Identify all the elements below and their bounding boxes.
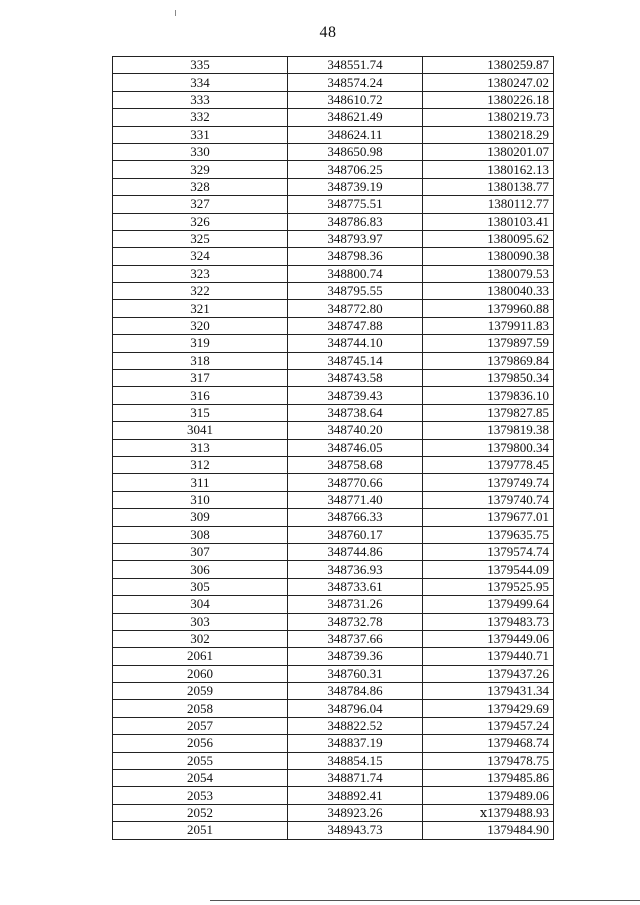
table-row	[113, 613, 554, 630]
y-coordinate-cell: 1379740.74	[423, 491, 554, 508]
y-coordinate-cell: 1379449.06	[423, 630, 554, 647]
table-row	[113, 578, 554, 595]
y-coordinate-cell: 1380247.02	[423, 74, 554, 91]
table-row	[113, 109, 554, 126]
table-row	[113, 752, 554, 769]
table-row	[113, 770, 554, 787]
point-number-cell: 324	[113, 248, 288, 265]
point-number-cell: 2055	[113, 752, 288, 769]
table-row	[113, 265, 554, 282]
x-coordinate-cell: 348574.24	[288, 74, 423, 91]
y-coordinate-cell: 1379827.85	[423, 404, 554, 421]
y-coordinate-cell: 1379468.74	[423, 735, 554, 752]
point-number-cell: 306	[113, 561, 288, 578]
point-number-cell: 320	[113, 317, 288, 334]
table-row	[113, 335, 554, 352]
table-row	[113, 370, 554, 387]
x-coordinate-cell: 348733.61	[288, 578, 423, 595]
x-coordinate-cell: 348739.19	[288, 178, 423, 195]
table-row	[113, 439, 554, 456]
table-row	[113, 74, 554, 91]
point-number-cell: 327	[113, 196, 288, 213]
y-coordinate-cell: 1379911.83	[423, 317, 554, 334]
point-number-cell: 315	[113, 404, 288, 421]
point-number-cell: 309	[113, 509, 288, 526]
point-number-cell: 2061	[113, 648, 288, 665]
point-number-cell: 317	[113, 370, 288, 387]
table-row	[113, 57, 554, 74]
scan-tick	[175, 10, 176, 16]
x-coordinate-cell: 348745.14	[288, 352, 423, 369]
x-coordinate-cell: 348775.51	[288, 196, 423, 213]
y-coordinate-cell: 1379574.74	[423, 543, 554, 560]
y-coordinate-cell: ⅹ1379488.93	[423, 804, 554, 821]
table-row	[113, 787, 554, 804]
point-number-cell: 318	[113, 352, 288, 369]
point-number-cell: 329	[113, 161, 288, 178]
x-coordinate-cell: 348793.97	[288, 230, 423, 247]
y-coordinate-cell: 1379869.84	[423, 352, 554, 369]
point-number-cell: 305	[113, 578, 288, 595]
x-coordinate-cell: 348760.17	[288, 526, 423, 543]
point-number-cell: 313	[113, 439, 288, 456]
point-number-cell: 308	[113, 526, 288, 543]
x-coordinate-cell: 348771.40	[288, 491, 423, 508]
y-coordinate-cell: 1380162.13	[423, 161, 554, 178]
point-number-cell: 321	[113, 300, 288, 317]
y-coordinate-cell: 1379635.75	[423, 526, 554, 543]
x-coordinate-cell: 348822.52	[288, 717, 423, 734]
y-coordinate-cell: 1379437.26	[423, 665, 554, 682]
x-coordinate-cell: 348800.74	[288, 265, 423, 282]
table-row	[113, 683, 554, 700]
point-number-cell: 307	[113, 543, 288, 560]
x-coordinate-cell: 348744.10	[288, 335, 423, 352]
table-row	[113, 648, 554, 665]
y-coordinate-cell: 1379485.86	[423, 770, 554, 787]
y-coordinate-cell: 1379800.34	[423, 439, 554, 456]
x-coordinate-cell: 348551.74	[288, 57, 423, 74]
point-number-cell: 2057	[113, 717, 288, 734]
y-coordinate-cell: 1379897.59	[423, 335, 554, 352]
table-row	[113, 300, 554, 317]
table-row	[113, 196, 554, 213]
point-number-cell: 2054	[113, 770, 288, 787]
y-coordinate-cell: 1380201.07	[423, 143, 554, 160]
table-row	[113, 352, 554, 369]
x-coordinate-cell: 348744.86	[288, 543, 423, 560]
point-number-cell: 322	[113, 283, 288, 300]
table-row	[113, 491, 554, 508]
coordinates-table	[112, 56, 554, 840]
x-coordinate-cell: 348739.36	[288, 648, 423, 665]
x-coordinate-cell: 348732.78	[288, 613, 423, 630]
x-coordinate-cell: 348624.11	[288, 126, 423, 143]
point-number-cell: 310	[113, 491, 288, 508]
table-row	[113, 700, 554, 717]
x-coordinate-cell: 348731.26	[288, 596, 423, 613]
table-row	[113, 509, 554, 526]
table-row	[113, 665, 554, 682]
x-coordinate-cell: 348621.49	[288, 109, 423, 126]
point-number-cell: 304	[113, 596, 288, 613]
x-coordinate-cell: 348786.83	[288, 213, 423, 230]
x-coordinate-cell: 348758.68	[288, 456, 423, 473]
y-coordinate-cell: 1379484.90	[423, 822, 554, 839]
table-row	[113, 126, 554, 143]
y-coordinate-cell: 1379778.45	[423, 456, 554, 473]
table-row	[113, 630, 554, 647]
y-coordinate-cell: 1379431.34	[423, 683, 554, 700]
table-row	[113, 91, 554, 108]
point-number-cell: 334	[113, 74, 288, 91]
page-number: 48	[319, 24, 337, 41]
x-coordinate-cell: 348798.36	[288, 248, 423, 265]
coordinates-table-body	[113, 57, 554, 840]
x-coordinate-cell: 348770.66	[288, 474, 423, 491]
point-number-cell: 312	[113, 456, 288, 473]
table-row	[113, 717, 554, 734]
table-row	[113, 283, 554, 300]
y-coordinate-cell: 1379544.09	[423, 561, 554, 578]
point-number-cell: 316	[113, 387, 288, 404]
point-number-cell: 328	[113, 178, 288, 195]
x-coordinate-cell: 348737.66	[288, 630, 423, 647]
x-coordinate-cell: 348923.26	[288, 804, 423, 821]
point-number-cell: 311	[113, 474, 288, 491]
y-coordinate-cell: 1380218.29	[423, 126, 554, 143]
point-number-cell: 332	[113, 109, 288, 126]
table-row	[113, 735, 554, 752]
y-coordinate-cell: 1379525.95	[423, 578, 554, 595]
y-coordinate-cell: 1380226.18	[423, 91, 554, 108]
x-coordinate-cell: 348706.25	[288, 161, 423, 178]
point-number-cell: 3041	[113, 422, 288, 439]
y-coordinate-cell: 1380090.38	[423, 248, 554, 265]
y-coordinate-cell: 1379429.69	[423, 700, 554, 717]
point-number-cell: 319	[113, 335, 288, 352]
y-coordinate-cell: 1379850.34	[423, 370, 554, 387]
y-coordinate-cell: 1380219.73	[423, 109, 554, 126]
table-row	[113, 404, 554, 421]
table-row	[113, 248, 554, 265]
table-row	[113, 161, 554, 178]
table-row	[113, 804, 554, 821]
y-coordinate-cell: 1380079.53	[423, 265, 554, 282]
x-coordinate-cell: 348854.15	[288, 752, 423, 769]
x-coordinate-cell: 348738.64	[288, 404, 423, 421]
x-coordinate-cell: 348772.80	[288, 300, 423, 317]
x-coordinate-cell: 348610.72	[288, 91, 423, 108]
y-coordinate-cell: 1379960.88	[423, 300, 554, 317]
table-row	[113, 561, 554, 578]
x-coordinate-cell: 348736.93	[288, 561, 423, 578]
table-row	[113, 543, 554, 560]
table-row	[113, 178, 554, 195]
point-number-cell: 2051	[113, 822, 288, 839]
table-row	[113, 422, 554, 439]
point-number-cell: 326	[113, 213, 288, 230]
x-coordinate-cell: 348650.98	[288, 143, 423, 160]
point-number-cell: 302	[113, 630, 288, 647]
x-coordinate-cell: 348943.73	[288, 822, 423, 839]
table-row	[113, 822, 554, 839]
x-coordinate-cell: 348766.33	[288, 509, 423, 526]
y-coordinate-cell: 1379478.75	[423, 752, 554, 769]
table-row	[113, 143, 554, 160]
y-coordinate-cell: 1380112.77	[423, 196, 554, 213]
point-number-cell: 335	[113, 57, 288, 74]
y-coordinate-cell: 1380095.62	[423, 230, 554, 247]
x-coordinate-cell: 348796.04	[288, 700, 423, 717]
table-row	[113, 213, 554, 230]
y-coordinate-cell: 1379457.24	[423, 717, 554, 734]
table-row	[113, 596, 554, 613]
x-coordinate-cell: 348795.55	[288, 283, 423, 300]
x-coordinate-cell: 348871.74	[288, 770, 423, 787]
point-number-cell: 2056	[113, 735, 288, 752]
y-coordinate-cell: 1379836.10	[423, 387, 554, 404]
x-coordinate-cell: 348784.86	[288, 683, 423, 700]
table-row	[113, 456, 554, 473]
x-coordinate-cell: 348747.88	[288, 317, 423, 334]
y-coordinate-cell: 1379749.74	[423, 474, 554, 491]
x-coordinate-cell: 348837.19	[288, 735, 423, 752]
x-coordinate-cell: 348740.20	[288, 422, 423, 439]
y-coordinate-cell: 1379677.01	[423, 509, 554, 526]
point-number-cell: 2059	[113, 683, 288, 700]
y-coordinate-cell: 1380040.33	[423, 283, 554, 300]
point-number-cell: 2060	[113, 665, 288, 682]
x-coordinate-cell: 348892.41	[288, 787, 423, 804]
point-number-cell: 2058	[113, 700, 288, 717]
point-number-cell: 2052	[113, 804, 288, 821]
x-coordinate-cell: 348739.43	[288, 387, 423, 404]
table-row	[113, 387, 554, 404]
y-coordinate-cell: 1380103.41	[423, 213, 554, 230]
table-row	[113, 474, 554, 491]
table-row	[113, 230, 554, 247]
point-number-cell: 330	[113, 143, 288, 160]
y-coordinate-cell: 1379483.73	[423, 613, 554, 630]
point-number-cell: 2053	[113, 787, 288, 804]
table-row	[113, 526, 554, 543]
point-number-cell: 323	[113, 265, 288, 282]
x-coordinate-cell: 348746.05	[288, 439, 423, 456]
point-number-cell: 303	[113, 613, 288, 630]
point-number-cell: 333	[113, 91, 288, 108]
table-row	[113, 317, 554, 334]
y-coordinate-cell: 1379489.06	[423, 787, 554, 804]
y-coordinate-cell: 1380138.77	[423, 178, 554, 195]
scan-line	[210, 900, 640, 901]
y-coordinate-cell: 1379499.64	[423, 596, 554, 613]
point-number-cell: 325	[113, 230, 288, 247]
x-coordinate-cell: 348743.58	[288, 370, 423, 387]
y-coordinate-cell: 1379440.71	[423, 648, 554, 665]
y-coordinate-cell: 1379819.38	[423, 422, 554, 439]
point-number-cell: 331	[113, 126, 288, 143]
x-coordinate-cell: 348760.31	[288, 665, 423, 682]
y-coordinate-cell: 1380259.87	[423, 57, 554, 74]
